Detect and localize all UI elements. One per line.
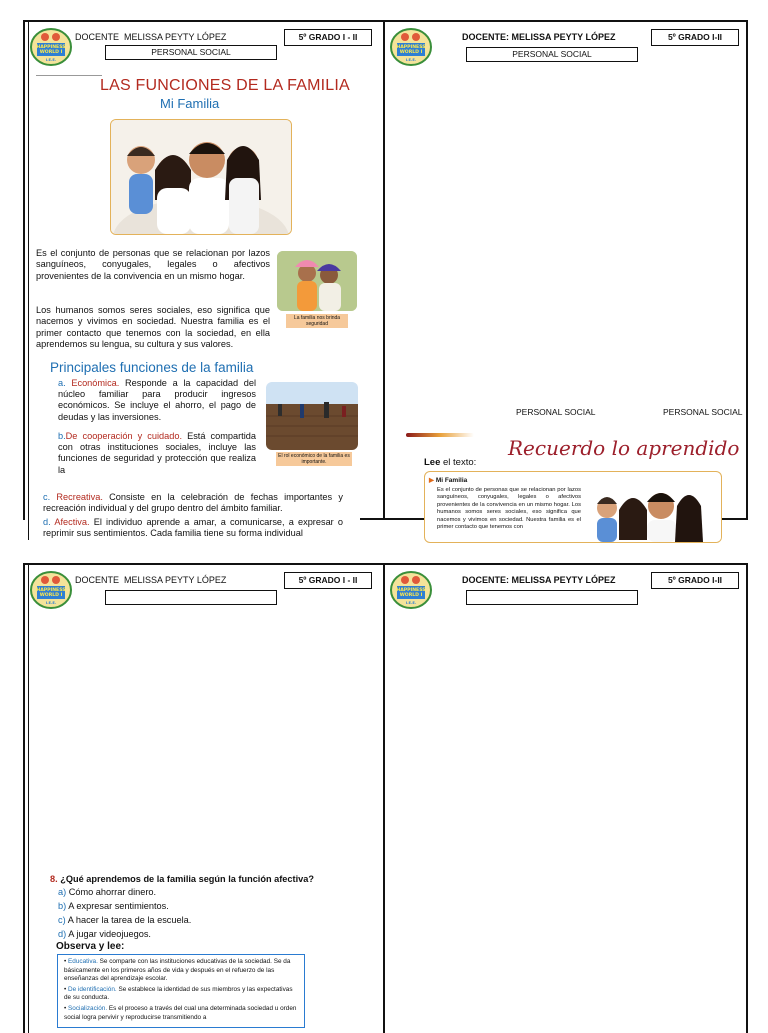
svg-text:WORLD I: WORLD I (399, 593, 423, 598)
item-name: Económica. (71, 378, 120, 388)
lee-instruction (424, 457, 476, 468)
option-letter: b) (58, 901, 67, 911)
info-item-identificacion: • De identificación. Se establece la identidad de sus miembros y las expectativas de su conducta. (64, 985, 293, 1002)
info-item-name: Socialización. (68, 1004, 108, 1012)
function-item-economica (58, 378, 256, 423)
option-c[interactable] (58, 914, 191, 927)
reading-card (424, 471, 722, 543)
top-sheet-divider (383, 20, 385, 520)
svg-text:WORLD I: WORLD I (39, 50, 63, 55)
docente-name: MELISSA PEYTY LÓPEZ (124, 575, 227, 585)
svg-text:HAPPINESS: HAPPINESS (396, 45, 426, 50)
question-8 (50, 873, 314, 886)
option-text: A jugar videojuegos. (66, 929, 151, 939)
svg-text:WORLD I: WORLD I (399, 50, 423, 55)
option-b[interactable] (58, 900, 169, 913)
item-letter: d. (43, 517, 51, 527)
item-text: Consiste en la celebración de fechas importantes y recreación individual y del grupo dentro del ámbito familiar. (43, 492, 343, 514)
grade-box: 5º GRADO I-II (651, 572, 739, 589)
decorative-swoosh (406, 433, 474, 437)
option-text: A expresar sentimientos. (66, 901, 169, 911)
item-text: Está compartida con otras instituciones sociales, incluye las funciones de seguridad y protección que realiza la (58, 431, 256, 475)
option-a[interactable] (58, 886, 156, 899)
photo-caption: La familia nos brinda seguridad (286, 314, 348, 328)
observa-heading: Observa y lee: (56, 941, 125, 952)
recuerdo-heading: Recuerdo lo aprendido (508, 436, 740, 460)
title-accent-line (36, 75, 102, 76)
info-item-text: Se establece la identidad de sus miembros y las expectativas de su conducta. (64, 985, 293, 1002)
info-item-name: De identificación. (68, 985, 117, 993)
option-letter: a) (58, 887, 67, 897)
grade-box: 5º GRADO I - II (284, 572, 372, 589)
intro-paragraph-1: Es el conjunto de personas que se relacionan por lazos sanguíneos, conyugales, legales o afectivos provenientes de la convivencia en un mismo hogar. (36, 248, 270, 281)
function-item-afectiva (43, 517, 343, 541)
info-item-text: Es el proceso a través del cual una determinada sociedad u orden social logra pervivir y reproducirse transmitiendo a (64, 1004, 297, 1021)
ps-label: PERSONAL SOCIAL (663, 407, 743, 417)
subject-box: PERSONAL SOCIAL (105, 45, 277, 60)
option-d[interactable] (58, 928, 151, 941)
item-letter: c. (43, 492, 51, 502)
item-name: Recreativa. (56, 492, 103, 502)
svg-text:I.E.E.: I.E.E. (405, 601, 417, 605)
docente-label: DOCENTE (75, 575, 120, 585)
docente-label: DOCENTE (75, 32, 120, 42)
lee-bold: Lee (424, 457, 441, 468)
mother-child-photo (277, 251, 357, 311)
school-logo-icon (389, 569, 433, 609)
family-photo (110, 119, 292, 235)
info-item-socializacion: • Socialización. Es el proceso a través del cual una determinada sociedad u orden social logra pervivir y reproducirse transmitiendo a (64, 1004, 297, 1021)
intro-paragraph-2: Los humanos somos seres sociales, eso significa que nacemos y vivimos en sociedad. Nuestra familia es el primer contacto que tenemos con la sociedad, en ella aprendemos su lengua, su cultura y sus valores. (36, 305, 270, 350)
farming-family-photo (266, 382, 358, 450)
bottom-sheet-top-border (23, 563, 746, 565)
subject-box-empty (466, 590, 638, 605)
info-item-name: Educativa. (68, 958, 98, 965)
subject-box-empty (105, 590, 277, 605)
lee-rest: el texto: (440, 457, 477, 468)
school-logo-icon (29, 569, 73, 609)
photo-caption: El rol económico de la familia es importante. (276, 452, 352, 466)
svg-text:HAPPINESS: HAPPINESS (36, 45, 66, 50)
info-box (57, 954, 305, 1028)
info-item-educativa: • Educativa. Se comparte con las instituciones educativas de la sociedad. Se da básicamente en los primeros años de vida y después en el refuerzo de las enseñanzas del aprendizaje escolar. (64, 958, 291, 983)
option-letter: d) (58, 929, 67, 939)
item-letter: a. (58, 378, 66, 388)
option-letter: c) (58, 915, 66, 925)
svg-text:HAPPINESS: HAPPINESS (36, 588, 66, 593)
docente-header: DOCENTE: MELISSA PEYTY LÓPEZ (462, 32, 616, 42)
item-name: Afectiva. (54, 517, 90, 527)
svg-text:HAPPINESS: HAPPINESS (396, 588, 426, 593)
item-text: Responde a la capacidad del núcleo familiar para producir ingresos económicos. Se incluye el ahorro, el pago de deudas y las inversiones. (58, 378, 256, 422)
page-subtitle: Mi Familia (160, 96, 220, 111)
subject-box: PERSONAL SOCIAL (466, 47, 638, 62)
svg-text:I.E.E.: I.E.E. (405, 58, 417, 62)
option-text: Cómo ahorrar dinero. (66, 887, 157, 897)
card-text: Es el conjunto de personas que se relacionan por lazos sanguíneos, conyugales, legales o afectivos provenientes de la convivencia en un mismo hogar. Los humanos somos seres sociales, eso significa que nacemos y vivimos en sociedad. Nuestra familia es el primer contacto que tenemos con (437, 487, 581, 531)
svg-text:I.E.E.: I.E.E. (45, 601, 57, 605)
card-title: ▶ Mi Familia (429, 477, 468, 484)
info-item-text: Se comparte con las instituciones educativas de la sociedad. Se da básicamente en los primeros años de vida y después en el refuerzo de las enseñanzas del aprendizaje escolar. (64, 958, 291, 983)
section-title: Principales funciones de la familia (50, 360, 254, 375)
top-left-inner-left (28, 20, 29, 540)
svg-text:I.E.E.: I.E.E. (45, 58, 57, 62)
item-letter: b. (58, 431, 66, 441)
item-name: De cooperación y cuidado. (65, 431, 183, 441)
grade-box: 5º GRADO I - II (284, 29, 372, 46)
function-item-cooperacion (58, 431, 256, 487)
card-family-photo (585, 482, 721, 542)
question-number: 8. (50, 874, 58, 884)
grade-box: 5º GRADO I-II (651, 29, 739, 46)
function-item-recreativa (43, 492, 343, 514)
docente-name: MELISSA PEYTY LÓPEZ (124, 32, 227, 42)
ps-label: PERSONAL SOCIAL (516, 407, 596, 417)
svg-text:WORLD I: WORLD I (39, 593, 63, 598)
bottom-left-inner-left (28, 563, 29, 1033)
option-text: A hacer la tarea de la escuela. (65, 915, 192, 925)
question-text: ¿Qué aprendemos de la familia según la función afectiva? (57, 874, 314, 884)
item-text: El individuo aprende a amar, a comunicarse, a expresar o reprimir sus sentimientos. Cada familia tiene su forma individual (43, 517, 343, 539)
school-logo-icon (389, 26, 433, 66)
page-title: LAS FUNCIONES DE LA FAMILIA (100, 77, 350, 94)
top-sheet-top-border (23, 20, 746, 22)
docente-header: DOCENTE: MELISSA PEYTY LÓPEZ (462, 575, 616, 585)
school-logo-icon (29, 26, 73, 66)
bottom-sheet-divider (383, 563, 385, 1033)
